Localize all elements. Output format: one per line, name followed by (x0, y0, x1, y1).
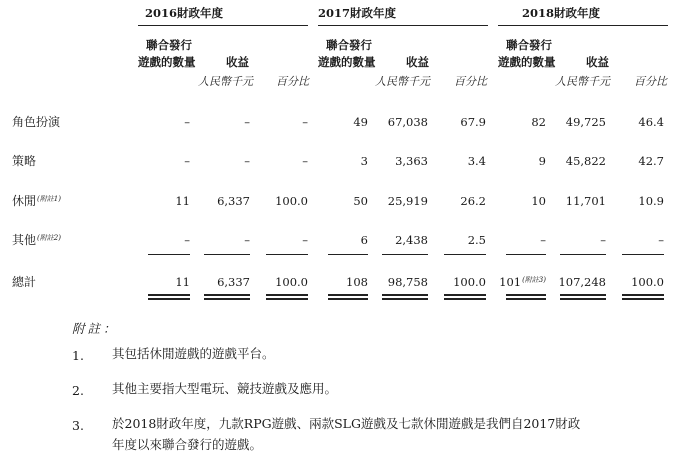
cell: 67.9 (460, 115, 486, 129)
subtotal-rule (328, 254, 368, 255)
cell: 3.4 (467, 154, 486, 168)
col-games-2018-line1: 聯合發行 (506, 38, 552, 52)
total-double-rule (506, 294, 546, 300)
cell: – (184, 154, 190, 168)
note-text-line: 年度以來聯合發行的遊戲。 (112, 436, 263, 452)
footnote-ref: (附註1) (37, 195, 61, 203)
col-unit-2018: 人民幣千元 (555, 75, 610, 88)
subtotal-rule (148, 254, 190, 255)
subtotal-rule (204, 254, 250, 255)
total-cell: $101^{(附註3)}$ (499, 275, 546, 289)
subtotal-rule (382, 254, 428, 255)
total-cell: 107,248 (558, 275, 606, 289)
cell: 2,438 (395, 233, 428, 247)
total-double-rule (204, 294, 250, 300)
col-unit-2017: 人民幣千元 (375, 75, 430, 88)
subtotal-rule (506, 254, 546, 255)
col-games-2016-line2: 遊戲的數量 (138, 55, 196, 69)
col-games-2017-line2: 遊戲的數量 (318, 55, 376, 69)
total-cell: 6,337 (217, 275, 250, 289)
row-label-casual: 休閒$^{(附註1)}$ (12, 194, 61, 208)
cell: 6 (360, 233, 368, 247)
cell: 82 (531, 115, 546, 129)
col-pct-2016: 百分比 (276, 75, 309, 88)
total-cell: 11 (175, 275, 190, 289)
cell: 3 (360, 154, 368, 168)
subtotal-rule (444, 254, 486, 255)
total-double-rule (622, 294, 664, 300)
row-label-rpg: 角色扮演 (12, 115, 61, 129)
total-cell: 100.0 (631, 275, 664, 289)
cell: 50 (353, 194, 368, 208)
cell: 2.5 (467, 233, 486, 247)
cell: 10 (531, 194, 546, 208)
cell: – (658, 233, 664, 247)
cell: 45,822 (565, 154, 606, 168)
cell: 42.7 (638, 154, 664, 168)
total-double-rule (444, 294, 486, 300)
footnote-ref: (附註2) (37, 234, 61, 242)
cell: – (302, 233, 308, 247)
total-double-rule (266, 294, 308, 300)
cell: – (244, 115, 250, 129)
col-revenue-2016: 收益 (226, 55, 249, 69)
cell: 9 (538, 154, 546, 168)
year-header-2018: 2018財政年度 (522, 6, 601, 20)
total-cell: 100.0 (275, 275, 308, 289)
cell: 46.4 (638, 115, 664, 129)
year-header-2017: 2017財政年度 (318, 6, 397, 20)
total-double-rule (382, 294, 428, 300)
col-games-2018-line2: 遊戲的數量 (498, 55, 556, 69)
notes-title: 附註： (72, 321, 119, 336)
col-games-2017-line1: 聯合發行 (326, 38, 372, 52)
cell: 10.9 (638, 194, 664, 208)
note-number: 3. (72, 418, 84, 433)
note-text (112, 414, 692, 455)
cell: 100.0 (275, 194, 308, 208)
col-unit-2016: 人民幣千元 (198, 75, 253, 88)
year-underline-2017 (318, 25, 488, 26)
cell: 11,701 (565, 194, 606, 208)
cell: 49,725 (565, 115, 606, 129)
year-underline-2016 (138, 25, 308, 26)
year-header-2016: 2016財政年度 (145, 6, 224, 20)
subtotal-rule (266, 254, 308, 255)
total-cell: 108 (346, 275, 368, 289)
col-revenue-2018: 收益 (586, 55, 609, 69)
col-pct-2018: 百分比 (634, 75, 667, 88)
cell: – (184, 115, 190, 129)
total-double-rule (148, 294, 190, 300)
note-text: 其他主要指大型電玩、競技遊戲及應用。 (112, 381, 338, 396)
cell: 6,337 (217, 194, 250, 208)
note-number: 1. (72, 348, 84, 363)
cell: 3,363 (395, 154, 428, 168)
col-games-2016-line1: 聯合發行 (146, 38, 192, 52)
cell: – (302, 154, 308, 168)
note-text: 其包括休閒遊戲的遊戲平台。 (112, 346, 275, 361)
cell: 49 (353, 115, 368, 129)
total-cell: 100.0 (453, 275, 486, 289)
cell: 26.2 (460, 194, 486, 208)
cell: – (184, 233, 190, 247)
note-text-line: 於2018財政年度，九款RPG遊戲、兩款SLG遊戲及七款休閒遊戲是我們自2017財政 (112, 416, 581, 431)
cell: – (302, 115, 308, 129)
col-revenue-2017: 收益 (406, 55, 429, 69)
col-pct-2017: 百分比 (454, 75, 487, 88)
total-double-rule (560, 294, 606, 300)
total-cell: 98,758 (387, 275, 428, 289)
cell: – (244, 154, 250, 168)
row-label-other: 其他$^{(附註2)}$ (12, 233, 61, 247)
year-underline-2018 (498, 25, 668, 26)
row-label-total: 總計 (12, 275, 37, 289)
row-label-strategy: 策略 (12, 154, 37, 168)
subtotal-rule (622, 254, 664, 255)
cell: – (244, 233, 250, 247)
cell: – (600, 233, 606, 247)
cell: 11 (175, 194, 190, 208)
note-number: 2. (72, 383, 84, 398)
total-double-rule (328, 294, 368, 300)
cell: – (540, 233, 546, 247)
footnote-ref: (附註3) (522, 276, 546, 284)
subtotal-rule (560, 254, 606, 255)
cell: 25,919 (387, 194, 428, 208)
cell: 67,038 (387, 115, 428, 129)
